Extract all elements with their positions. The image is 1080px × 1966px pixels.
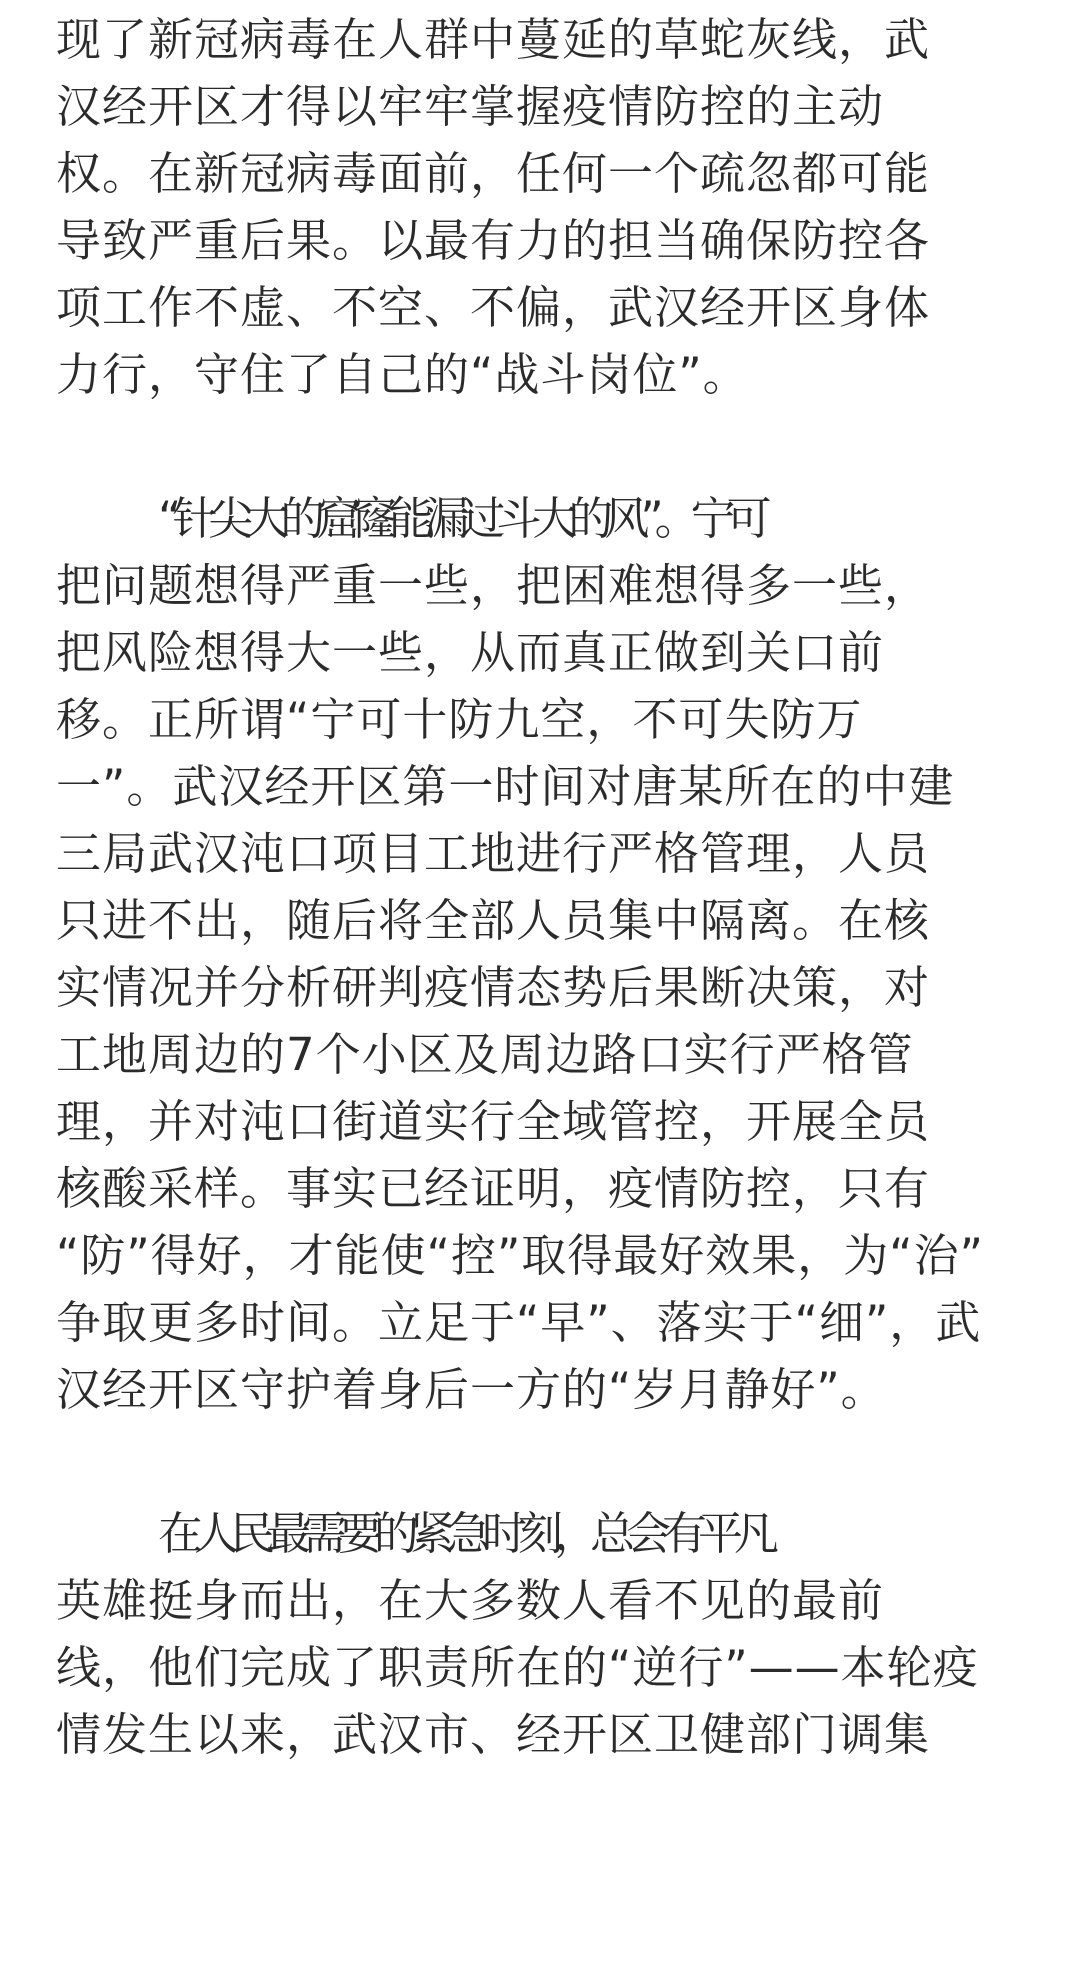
text-line: 权。在新冠病毒面前，任何一个疏忽都可能 xyxy=(56,147,931,200)
text-line: 实情况并分析研判疫情态势后果断决策，对 xyxy=(56,961,931,1014)
text-line: 移。正所谓“宁可十防九空，不可失防万 xyxy=(56,693,863,746)
text-line: 把风险想得大一些，从而真正做到关口前 xyxy=(56,626,885,679)
text-line: 英雄挺身而出，在大多数人看不见的最前 xyxy=(56,1574,885,1627)
text-line: 线，他们完成了职责所在的“逆行”——本轮疫 xyxy=(56,1641,979,1694)
text-line: 只进不出，随后将全部人员集中隔离。在核 xyxy=(56,894,931,947)
text-line: 工地周边的7个小区及周边路口实行严格管 xyxy=(56,1028,914,1081)
text-line: 一”。武汉经开区第一时间对唐某所在的中建 xyxy=(56,760,955,813)
text-line: “针尖大的窟窿能漏过斗大的风”。宁可 xyxy=(158,492,763,545)
text-line: 核酸采样。事实已经证明，疫情防控，只有 xyxy=(56,1162,931,1215)
text-line: “防”得好，才能使“控”取得最好效果，为“治” xyxy=(56,1229,984,1282)
text-line: 理，并对沌口街道实行全域管控，开展全员 xyxy=(56,1095,931,1148)
text-line: 情发生以来，武汉市、经开区卫健部门调集 xyxy=(56,1708,931,1761)
text-line: 汉经开区守护着身后一方的“岁月静好”。 xyxy=(56,1363,887,1416)
text-line: 项工作不虚、不空、不偏，武汉经开区身体 xyxy=(56,281,931,334)
text-line: 导致严重后果。以最有力的担当确保防控各 xyxy=(56,214,931,267)
text-line: 三局武汉沌口项目工地进行严格管理，人员 xyxy=(56,827,931,880)
text-line: 争取更多时间。立足于“早”、落实于“细”，武 xyxy=(56,1296,982,1349)
text-line: 现了新冠病毒在人群中蔓延的草蛇灰线，武 xyxy=(56,13,931,66)
text-line: 把问题想得严重一些，把困难想得多一些， xyxy=(56,559,931,612)
text-line: 力行，守住了自己的“战斗岗位”。 xyxy=(56,348,749,401)
text-line: 汉经开区才得以牢牢掌握疫情防控的主动 xyxy=(56,80,885,133)
text-line: 在人民最需要的紧急时刻，总会有平凡 xyxy=(158,1507,771,1560)
